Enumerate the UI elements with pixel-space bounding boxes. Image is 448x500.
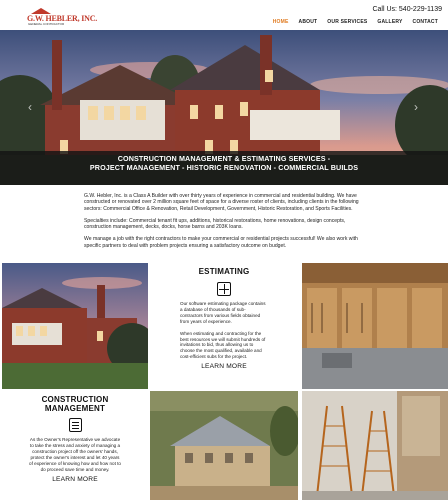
intro-paragraph-1: G.W. Hebler, Inc. is a Class A Builder with over thirty years of experience in commercial and residential building. We have constructed or renovated over 2 million square feet of space for a diverse roster of clients, including clients in the following sectors: Commercial Office & Renovation, Retail Development, Government, Historic Restoration, and Sports Facilities. (84, 193, 359, 212)
estimating-panel (150, 263, 298, 389)
nav-our-services[interactable]: OUR SERVICES (327, 19, 368, 25)
house-photo (2, 263, 148, 389)
aerial-renovation-photo-tile (150, 391, 298, 500)
garage-photo-tile (302, 263, 448, 389)
call-us-phone[interactable]: Call Us: 540-229-1139 (372, 6, 442, 13)
nav-about[interactable]: ABOUT (298, 19, 318, 25)
main-nav (273, 19, 438, 25)
hero-banner (0, 151, 448, 185)
calculator-icon (217, 282, 231, 296)
intro-paragraph-3: We manage a job with the right contractors to make your commercial or residential projects successful! We also work with specific partners to deal with problem projects ensuring a satisfactory outcome on budget. (84, 236, 358, 249)
construction-paragraph: As the Owner's Representative we advocate to take the stress and anxiety of managing a construction project off the owners' hands, protect the owner's interest and let 40 years of experience of knowing how and how not to do proceed save time and money. (29, 437, 121, 472)
estimating-learn-more-link[interactable]: LEARN MORE (201, 363, 247, 371)
intro-section (84, 193, 366, 255)
banner-line-2: PROJECT MANAGEMENT - HISTORIC RENOVATION - COMMERCIAL BUILDS (89, 163, 359, 172)
logo-subtitle: GENERAL CONTRACTOR (28, 22, 65, 26)
construction-management-panel (2, 391, 148, 500)
estimating-title: ESTIMATING (198, 267, 250, 276)
house-photo-tile (2, 263, 148, 389)
aerial-renovation-photo (150, 391, 298, 500)
construction-learn-more-link[interactable]: LEARN MORE (52, 476, 98, 484)
estimating-paragraph-2: When estimating and contracting for the best resources we will submit hundreds of invitations to bid, thus allowing us to choose the most qualified, available and cost-efficient subs for the project. (180, 330, 266, 360)
slider-prev-chevron-left-icon[interactable]: ‹ (28, 100, 32, 114)
banner-line-1: CONSTRUCTION MANAGEMENT & ESTIMATING SERVICES - (117, 154, 331, 163)
site-header (0, 0, 448, 30)
estimating-paragraph-1: Our software estimating package contains a database of thousands of sub-contractors from various fields obtained from years of experience. (180, 301, 266, 324)
interior-ladders-photo-tile (302, 391, 448, 500)
nav-gallery[interactable]: GALLERY (377, 19, 403, 25)
nav-home[interactable]: HOME (272, 19, 289, 25)
nav-contact[interactable]: CONTACT (412, 19, 438, 25)
logo-text: G.W. HEBLER, INC. (27, 14, 98, 23)
garage-photo (302, 263, 448, 389)
intro-paragraph-2: Specialties include: Commercial tenant fit ups, additions, historical restorations, home renovations, design concepts, construction management, decks, docks, horse barns and 203K loans. (84, 217, 346, 231)
document-icon (69, 418, 82, 432)
interior-ladders-photo (302, 391, 448, 500)
slider-next-chevron-right-icon[interactable]: › (414, 100, 418, 114)
logo[interactable] (27, 10, 98, 26)
construction-title-line-1: CONSTRUCTION (41, 395, 109, 404)
construction-title-line-2: MANAGEMENT (44, 404, 106, 413)
